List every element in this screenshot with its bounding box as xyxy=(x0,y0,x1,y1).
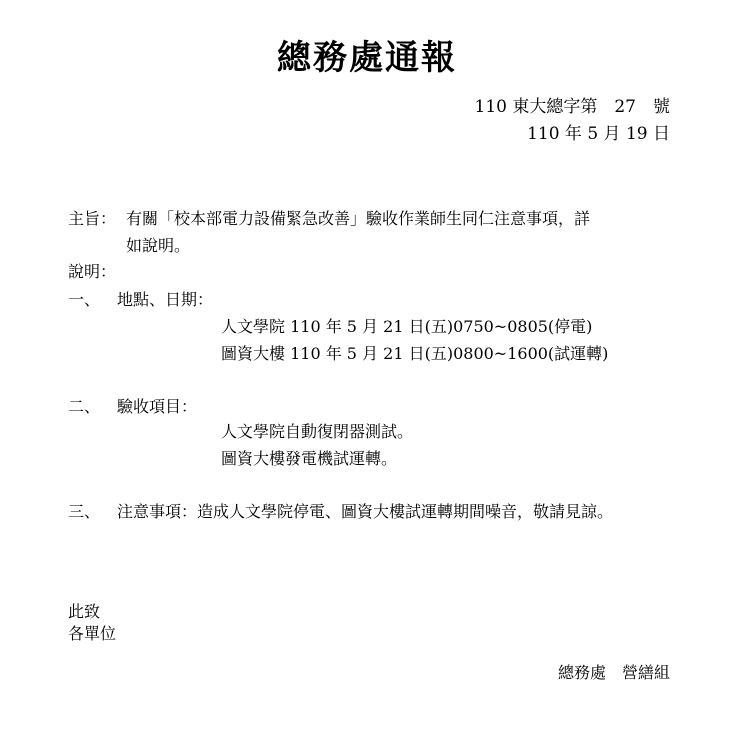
signer: 總務處 營繕組 xyxy=(557,663,670,682)
section-1-item-2: 圖資大樓 110 年 5 月 21 日(五)0800~1600(試運轉) xyxy=(221,344,609,363)
section-2-number: 二、 xyxy=(68,397,101,416)
section-1-number: 一、 xyxy=(68,290,101,309)
closing-line-1: 此致 xyxy=(68,602,101,621)
closing-recipient: 各單位 xyxy=(68,624,117,643)
subject-label: 主旨： xyxy=(68,209,117,228)
section-1-heading: 地點、日期： xyxy=(117,290,214,309)
section-2-heading: 驗收項目： xyxy=(117,397,198,416)
subject-line-1: 有關「校本部電力設備緊急改善」驗收作業師生同仁注意事項，詳 xyxy=(126,209,591,228)
subject-line-2: 如說明。 xyxy=(126,236,191,255)
section-2-item-2: 圖資大樓發電機試運轉。 xyxy=(221,449,398,468)
section-1-item-1: 人文學院 110 年 5 月 21 日(五)0750~0805(停電) xyxy=(221,317,593,336)
document-date: 110 年 5 月 19 日 xyxy=(527,124,670,144)
page-title: 總務處通報 xyxy=(277,38,457,78)
explanation-label: 說明： xyxy=(68,262,117,281)
document-number: 110 東大總字第 27 號 xyxy=(474,97,670,117)
section-3-heading: 注意事項：造成人文學院停電、圖資大樓試運轉期間噪音，敬請見諒。 xyxy=(117,502,614,521)
section-3-number: 三、 xyxy=(68,502,101,521)
section-2-item-1: 人文學院自動復閉器測試。 xyxy=(221,422,414,441)
